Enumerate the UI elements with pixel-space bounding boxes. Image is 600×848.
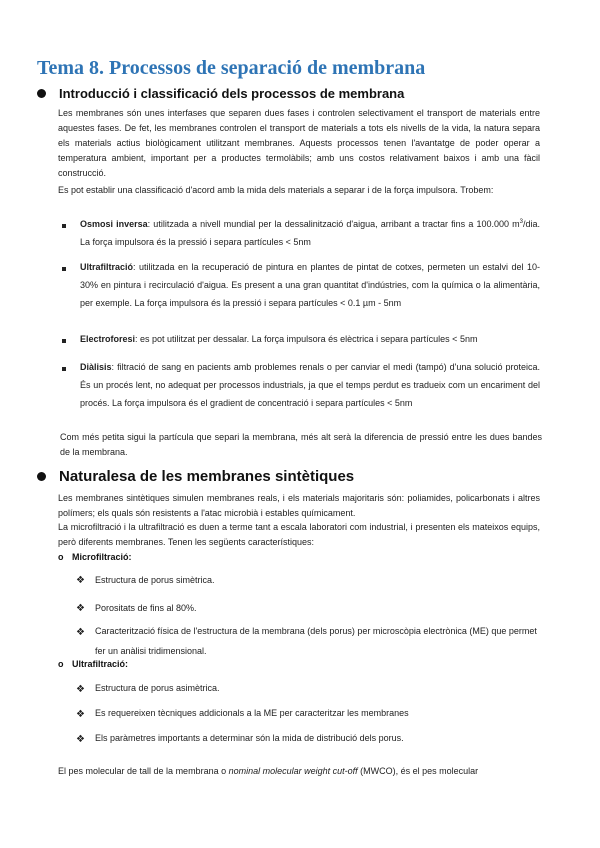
mwco-text-b: (MWCO), és el pes molecular [357,766,479,776]
item-sup: 3 [519,219,523,225]
section-heading-text: Introducció i classificació dels processos de membrana [59,86,405,101]
paragraph-sintetiques: Les membranes sintètiques simulen membranes reals, i els materials majoritaris són: poliamides, policarbonats i altres polímers; els quals són resistents a l'atac microbià i estables químicament. [58,493,540,518]
paragraph-closing: Com més petita sigui la partícula que separi la membrana, més alt serà la diferencia de pressió entre les dues bandes de la membrana. [60,432,542,457]
page-title: Tema 8. Processos de separació de membrana [37,57,426,79]
item-term: Electroforesi [80,334,136,344]
diamond-bullet-icon: ❖ [76,734,85,745]
square-bullet-icon [62,267,66,271]
list-item-electroforesi [80,330,540,348]
diamond-bullet-icon: ❖ [76,627,85,638]
paragraph-intro: Les membranes són unes interfases que separen dues fases i controlen selectivament el transport de materials entre aquestes fases. De fet, les membranes controlen el transport de materials a tots els nivells de la vida, la natura separa els materials actius biològicament utilitzant membranes. Aquests processos tenen l'avantatge de poder operar a temperatura ambient, important per a productes termolàbils; amb uns costos relativament baixos i amb una fàcil construcció. [58,108,540,178]
item-text: : es pot utilitzat per dessalar. La força impulsora és elèctrica i separa partícules < 5nm [135,334,478,344]
list-item: Estructura de porus asimètrica. [95,683,220,693]
subheading-ultrafiltracio [58,659,128,669]
square-bullet-icon [62,224,66,228]
diamond-bullet-icon: ❖ [76,709,85,720]
list-item: Estructura de porus simètrica. [95,575,215,585]
subheading-text: Microfiltració: [72,552,132,562]
list-item: Porositats de fins al 80%. [95,603,197,613]
item-text: : utilitzada en la recuperació de pintura en plantes de pintat de cotxes, permeten un estalvi del 10-30% en pintura i recirculació d'aigua. Es present a una gran quantitat d'indústries, com la química o la alimentària, per exemple. La força impulsora és la pressió i separa partícules < 0.1 µm - 5nm [80,262,540,308]
list-item: Els paràmetres importants a determinar són la mida de distribució dels porus. [95,733,404,743]
bullet-dot-icon [37,472,46,481]
circle-marker: o [58,552,64,562]
list-item-ultrafiltracio [80,258,540,312]
item-term: Osmosi inversa [80,219,148,229]
item-text: : filtració de sang en pacients amb problemes renals o per canviar el medi (tampó) d'una solució proteica. És un procés lent, no adequat per processos industrials, ja que el temps perdut es tradueix com un encariment del procés. La força impulsora és el gradient de concentració i separa partícules < 5nm [80,362,540,408]
square-bullet-icon [62,339,66,343]
paragraph-mwco [58,764,540,779]
section-heading-intro [37,86,404,101]
mwco-italic: nominal molecular weight cut-off [228,766,358,776]
circle-marker: o [58,659,64,669]
item-term: Diàlisis [80,362,112,372]
list-item: Es requereixen tècniques addicionals a la ME per caracteritzar les membranes [95,708,409,718]
paragraph-microfiltracio: La microfiltració i la ultrafiltració es duen a terme tant a escala laboratori com industrial, i presenten els mateixos equips, però diferents membranes. Tenen les següents característiques: [58,522,540,547]
subheading-microfiltracio [58,552,132,562]
diamond-bullet-icon: ❖ [76,684,85,695]
item-text: : utilitzada a nivell mundial per la dessalinització d'aigua, arribant a tractar fins a 100.000 m [147,219,520,229]
list-item: Caracterització física de l'estructura de la membrana (dels porus) per microscòpia electrònica (ME) que permet fer un anàlisi tridimensional. [95,626,537,656]
list-item-osmosi [80,215,540,251]
square-bullet-icon [62,367,66,371]
diamond-bullet-icon: ❖ [76,603,85,614]
diamond-bullet-icon: ❖ [76,575,85,586]
subheading-text: Ultrafiltració: [72,659,129,669]
bullet-dot-icon [37,89,46,98]
paragraph-classification: Es pot establir una classificació d'acord amb la mida dels materials a separar i de la força impulsora. Trobem: [58,185,494,195]
section-heading-text: Naturalesa de les membranes sintètiques [59,468,355,485]
section-heading-naturalesa [37,468,354,485]
mwco-text-a: El pes molecular de tall de la membrana o [58,766,229,776]
item-text-b: /dia. La força impulsora és la pressió i separa partícules < 5nm [80,219,540,247]
list-item-dialisis [80,358,540,412]
item-term: Ultrafiltració [80,262,134,272]
